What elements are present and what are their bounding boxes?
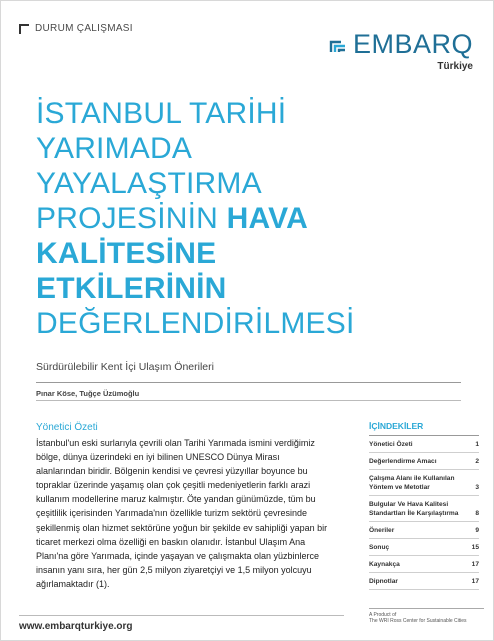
divider bbox=[19, 615, 344, 616]
document-subtitle: Sürdürülebilir Kent İçi Ulaşım Önerileri bbox=[36, 361, 214, 373]
divider bbox=[36, 400, 461, 401]
toc-list bbox=[369, 436, 479, 590]
title-line-4-bold: HAVA bbox=[226, 202, 308, 235]
toc-item-label: Sonuç bbox=[369, 544, 390, 551]
divider bbox=[36, 382, 461, 383]
toc-item-page: 17 bbox=[471, 561, 479, 568]
title-line-6: ETKİLERİNİN bbox=[36, 272, 227, 305]
toc-item-label: Öneriler bbox=[369, 527, 395, 534]
toc-item-page: 3 bbox=[475, 484, 479, 491]
toc-item-label: Kaynakça bbox=[369, 561, 400, 568]
toc-item[interactable] bbox=[369, 573, 479, 590]
toc-item[interactable] bbox=[369, 556, 479, 573]
logo-subtitle: Türkiye bbox=[437, 61, 473, 72]
table-of-contents bbox=[369, 421, 479, 590]
website-link[interactable]: www.embarqturkiye.org bbox=[19, 621, 133, 632]
embarq-mark-icon bbox=[329, 36, 347, 54]
toc-item-label: Bulgular Ve Hava Kalitesi Standartları İle Karşılaştırma bbox=[369, 501, 459, 517]
toc-item-label: Değerlendirme Amacı bbox=[369, 458, 437, 465]
document-type-text: DURUM ÇALIŞMASI bbox=[35, 23, 133, 34]
title-line-5: KALİTESİNE bbox=[36, 237, 217, 270]
toc-item-page: 17 bbox=[471, 578, 479, 585]
toc-heading: İÇİNDEKİLER bbox=[369, 421, 479, 436]
title-line-1: İSTANBUL TARİHİ bbox=[36, 97, 287, 130]
title-line-3: YAYALAŞTIRMA bbox=[36, 167, 262, 200]
toc-item[interactable] bbox=[369, 470, 479, 496]
logo-name: EMBARQ bbox=[352, 29, 473, 59]
toc-item-page: 9 bbox=[475, 527, 479, 534]
toc-item-label: Dipnotlar bbox=[369, 578, 398, 585]
toc-item[interactable] bbox=[369, 539, 479, 556]
document-title bbox=[36, 96, 476, 341]
toc-item-page: 8 bbox=[475, 510, 479, 517]
embarq-logo bbox=[329, 31, 473, 72]
summary-heading: Yönetici Özeti bbox=[36, 422, 98, 433]
toc-item-page: 15 bbox=[471, 544, 479, 551]
title-line-2: YARIMADA bbox=[36, 132, 193, 165]
toc-item-page: 1 bbox=[475, 441, 479, 448]
product-note: A Product of The WRI Ross Center for Sustainable Cities bbox=[369, 608, 484, 624]
authors: Pınar Köse, Tuğçe Üzümoğlu bbox=[36, 389, 140, 398]
title-line-7: DEĞERLENDİRİLMESİ bbox=[36, 307, 355, 340]
title-line-4-regular: PROJESİNİN bbox=[36, 202, 227, 235]
document-type-label bbox=[19, 23, 133, 34]
toc-item[interactable] bbox=[369, 496, 479, 522]
corner-mark-icon bbox=[19, 24, 29, 34]
toc-item-label: Yönetici Özeti bbox=[369, 441, 413, 448]
toc-item-page: 2 bbox=[475, 458, 479, 465]
toc-item-label: Çalışma Alanı ile Kullanılan Yöntem ve Metotlar bbox=[369, 475, 455, 491]
title-line-4 bbox=[36, 201, 476, 236]
summary-body: İstanbul'un eski surlarıyla çevrili olan Tarihi Yarımada ismini verdiğimiz bölge, dünya üzerindeki en iyi bilinen UNESCO Dünya Mirası alanlarından biridir. Bölgenin kendisi ve çevresi yüzyıllar boyunce bu topraklar üzerinde yaşamış olan çok çeşitli medeniyetlerin farklı arazi kullanım modellerine maruz kalmıştır. Öte yandan günümüzde, tüm bu çeşitlilik içerisinden Yarımada'nın özellikle turizm sektörü çevresinde şekillenmiş olan hizmet sektörüne yoğun bir şekilde ev sahipliği yapan bir ticaret merkezi olma özelliği en baskın olanıdır. İstanbul Ulaşım Ana Planı'na göre Yarımada, içinde yaşayan ve çalışmakta olan yüzbinlerce insanın yanı sıra, her gün 2,5 milyon ziyaretçiyi ve 1,5 milyon yolcuyu ağırlamaktadır (1). bbox=[36, 438, 328, 589]
toc-item[interactable] bbox=[369, 453, 479, 470]
toc-item[interactable] bbox=[369, 436, 479, 453]
toc-item[interactable] bbox=[369, 522, 479, 539]
